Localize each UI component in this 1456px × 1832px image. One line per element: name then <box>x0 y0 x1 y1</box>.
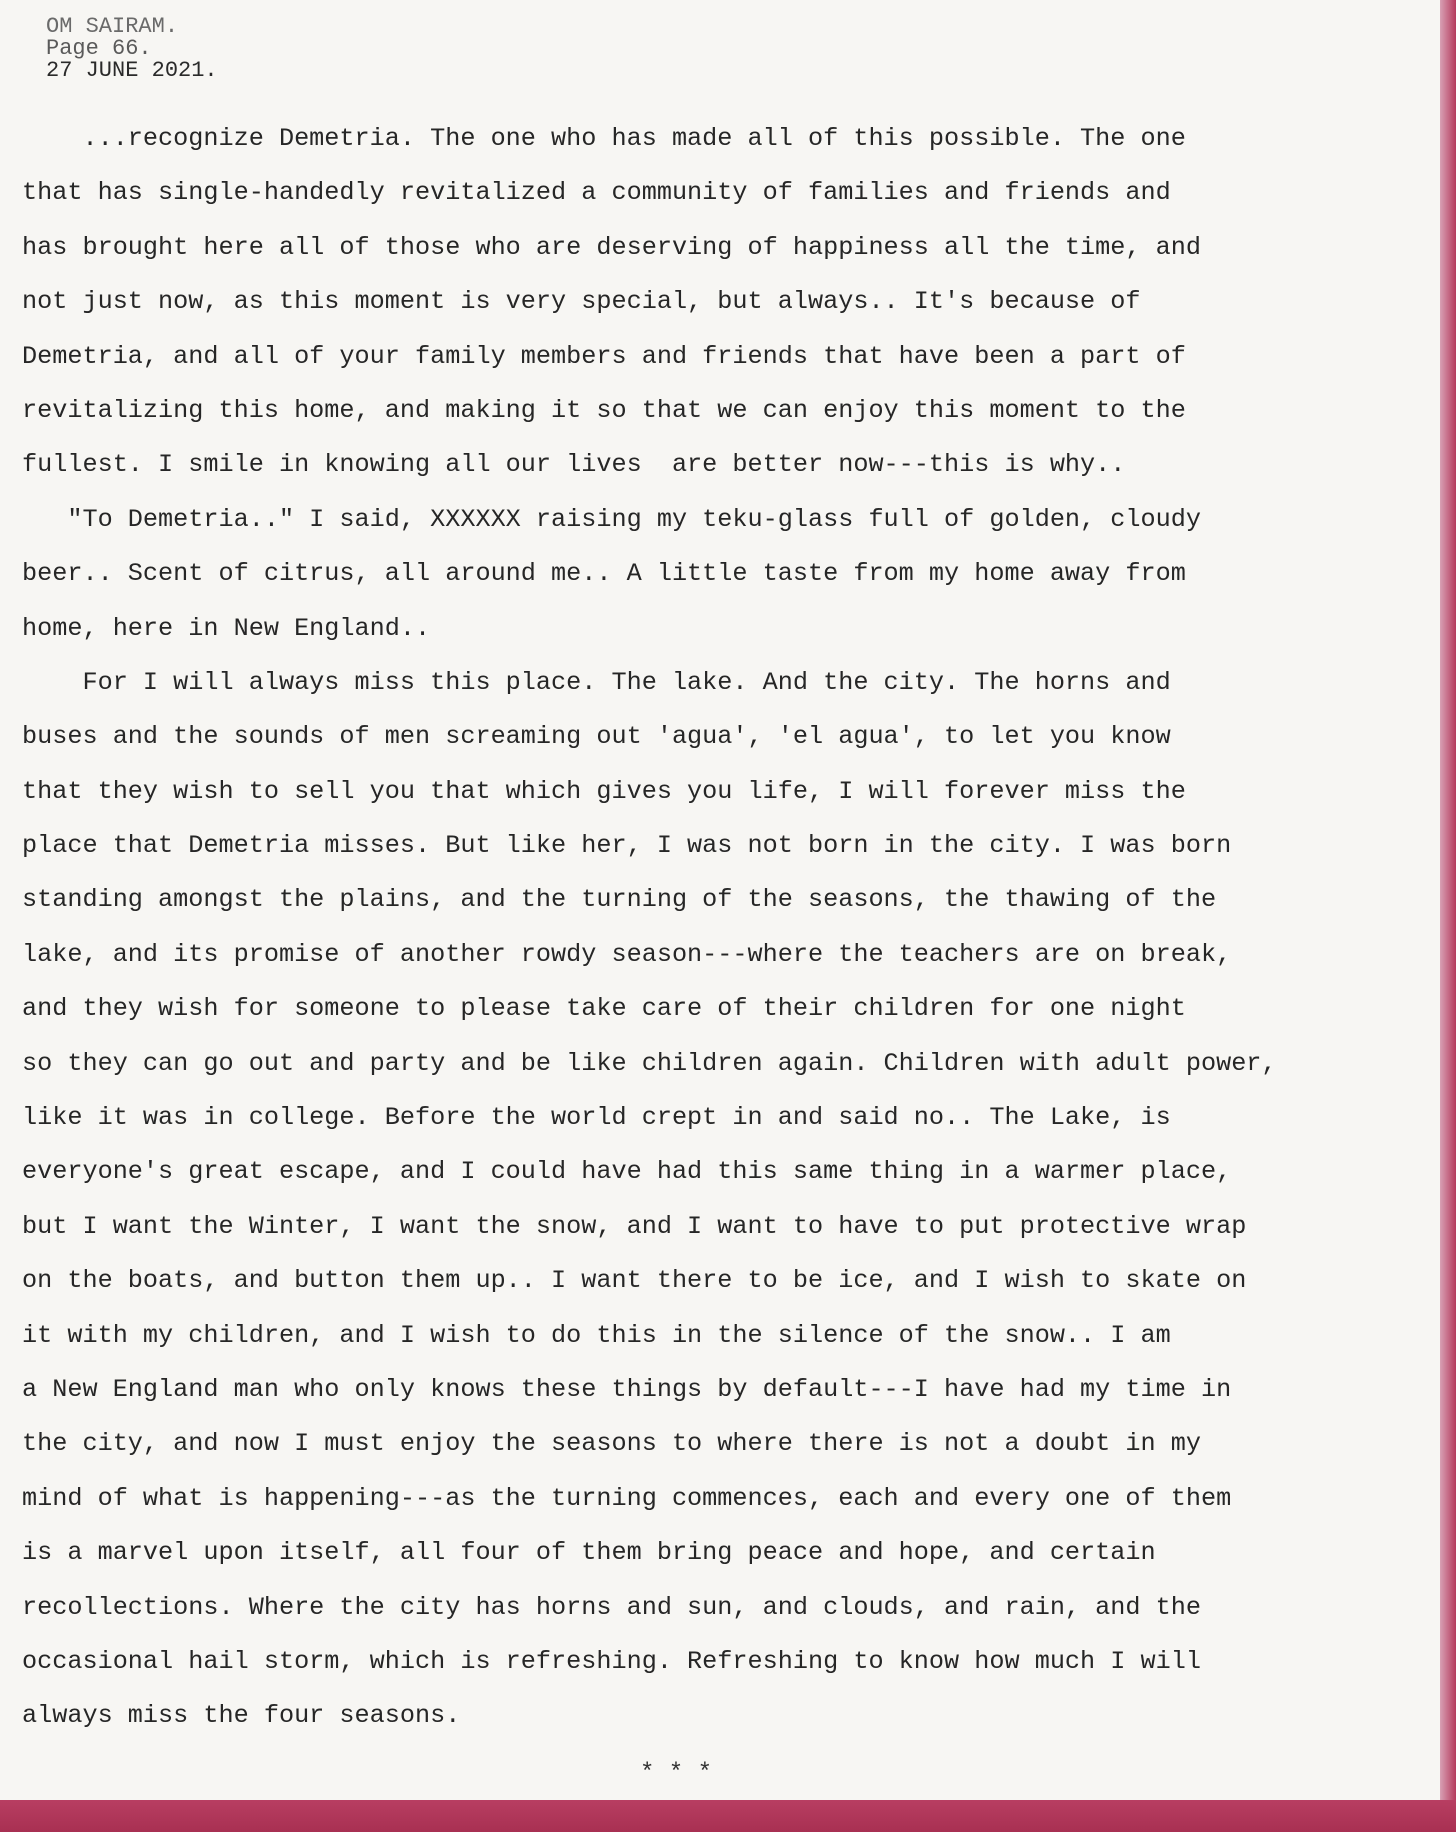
body-text <box>22 112 1422 1744</box>
text-line: so they can go out and party and be like children again. Children with adult power, <box>22 1048 1277 1078</box>
text-line: buses and the sounds of men screaming out 'agua', 'el agua', to let you know <box>22 722 1171 752</box>
text-line: beer.. Scent of citrus, all around me.. A little taste from my home away from <box>22 559 1186 589</box>
text-line: "To Demetria.." I said, XXXXXX raising my teku-glass full of golden, cloudy <box>22 504 1201 534</box>
text-line: on the boats, and button them up.. I want there to be ice, and I wish to skate on <box>22 1266 1247 1296</box>
text-line: that has single-handedly revitalized a community of families and friends and <box>22 178 1171 208</box>
text-line: mind of what is happening---as the turning commences, each and every one of them <box>22 1483 1232 1513</box>
header-date: 27 JUNE 2021. <box>46 58 218 83</box>
text-line: ...recognize Demetria. The one who has made all of this possible. The one <box>22 124 1186 153</box>
text-line: Demetria, and all of your family members and friends that have been a part of <box>22 341 1186 371</box>
text-line: and they wish for someone to please take care of their children for one night <box>22 994 1186 1024</box>
header-page-number: Page 66. <box>46 36 152 61</box>
text-line: not just now, as this moment is very special, but always.. It's because of <box>22 287 1141 317</box>
header-invocation: OM SAIRAM. <box>46 14 179 39</box>
text-line: fullest. I smile in knowing all our lives are better now---this is why.. <box>22 450 1126 480</box>
text-line: home, here in New England.. <box>22 613 431 643</box>
text-line: place that Demetria misses. But like her, I was not born in the city. I was born <box>22 831 1232 861</box>
section-separator: * * * <box>640 1760 713 1787</box>
text-line: For I will always miss this place. The lake. And the city. The horns and <box>22 667 1171 697</box>
text-line: always miss the four seasons. <box>22 1701 461 1731</box>
text-line: revitalizing this home, and making it so that we can enjoy this moment to the <box>22 395 1186 425</box>
text-line: it with my children, and I wish to do this in the silence of the snow.. I am <box>22 1320 1171 1350</box>
text-line: that they wish to sell you that which gives you life, I will forever miss the <box>22 776 1186 806</box>
page-header <box>46 16 218 82</box>
text-line: is a marvel upon itself, all four of them bring peace and hope, and certain <box>22 1538 1156 1568</box>
text-line: like it was in college. Before the world crept in and said no.. The Lake, is <box>22 1103 1171 1133</box>
text-line: occasional hail storm, which is refreshing. Refreshing to know how much I will <box>22 1646 1201 1676</box>
background-edge-bottom <box>0 1800 1456 1832</box>
text-line: but I want the Winter, I want the snow, and I want to have to put protective wrap <box>22 1211 1247 1241</box>
text-line: lake, and its promise of another rowdy season---where the teachers are on break, <box>22 939 1232 969</box>
text-line: the city, and now I must enjoy the seasons to where there is not a doubt in my <box>22 1429 1201 1459</box>
text-line: has brought here all of those who are deserving of happiness all the time, and <box>22 232 1201 262</box>
text-line: standing amongst the plains, and the turning of the seasons, the thawing of the <box>22 885 1217 915</box>
text-line: everyone's great escape, and I could have had this same thing in a warmer place, <box>22 1157 1232 1187</box>
background-edge-right <box>1440 0 1456 1832</box>
text-line: a New England man who only knows these things by default---I have had my time in <box>22 1374 1232 1404</box>
text-line: recollections. Where the city has horns and sun, and clouds, and rain, and the <box>22 1592 1201 1622</box>
